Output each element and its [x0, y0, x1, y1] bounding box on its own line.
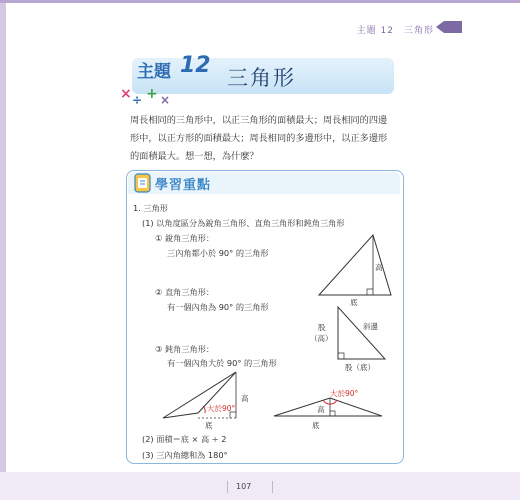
right-triangle: [338, 307, 385, 359]
obtuse-title: ③ 鈍角三角形：: [155, 344, 215, 354]
right-leg-label: 股: [318, 323, 326, 332]
acute-base-label: 底: [350, 298, 358, 307]
area-formula: (2) 面積＝底 × 高 ÷ 2: [142, 434, 227, 444]
title-topic: 主題: [137, 62, 171, 82]
obtuse2-right-angle-mark: [330, 411, 335, 416]
learning-title: 學習重點: [155, 178, 212, 193]
svg-text:÷: ÷: [132, 93, 143, 107]
angle-sum: (3) 三內角總和為 180°: [142, 450, 228, 460]
obtuse1-angle-arc: [203, 406, 205, 413]
obtuse2-base-label: 底: [312, 421, 320, 430]
acute-title: ① 銳角三角形：: [155, 233, 215, 243]
page-number-divider: [227, 481, 228, 493]
svg-text:×: ×: [160, 93, 171, 107]
right-hyp-label: 斜邊: [363, 322, 378, 331]
svg-text:×: ×: [120, 86, 132, 102]
right-desc: 有一個內角為 90° 的三角形: [167, 302, 269, 312]
section-heading: 1. 三角形: [133, 203, 168, 213]
intro-line: 的面積最大。想一想，為什麼？: [130, 151, 259, 162]
acute-right-angle-mark: [367, 289, 373, 295]
obtuse1-base-label: 底: [205, 421, 213, 430]
header-label: 主題 12 三角形: [356, 26, 434, 36]
obtuse-desc: 有一個內角大於 90° 的三角形: [167, 358, 277, 368]
right-leg-paren-label: （高）: [310, 334, 333, 343]
acute-height-label: 高: [375, 263, 383, 272]
right-base-label: 股（底）: [345, 363, 375, 372]
svg-text:+: +: [146, 86, 158, 102]
intro-line: 形中，以正方形的面積最大；周長相同的多邊形中，以正多邊形: [130, 133, 388, 144]
intro-line: 周長相同的三角形中，以正三角形的面積最大；周長相同的四邊: [130, 115, 388, 126]
obtuse2-height-label: 高: [317, 405, 325, 414]
subsection-text: (1) 以角度區分為銳角三角形、直角三角形和鈍角三角形: [142, 218, 345, 228]
page-title: 三角形: [227, 66, 296, 90]
obtuse2-angle-label: 大於90°: [330, 389, 359, 398]
right-angle-mark: [338, 353, 344, 359]
right-title: ② 直角三角形：: [155, 287, 215, 297]
acute-desc: 三內角都小於 90° 的三角形: [167, 248, 269, 258]
obtuse-triangle-2: [274, 398, 382, 416]
obtuse1-height-label: 高: [241, 394, 249, 403]
title-number: 12: [180, 53, 211, 78]
page-number: 107: [236, 482, 252, 491]
page-number-divider: [272, 481, 273, 493]
obtuse1-angle-label: 大於90°: [207, 404, 236, 413]
